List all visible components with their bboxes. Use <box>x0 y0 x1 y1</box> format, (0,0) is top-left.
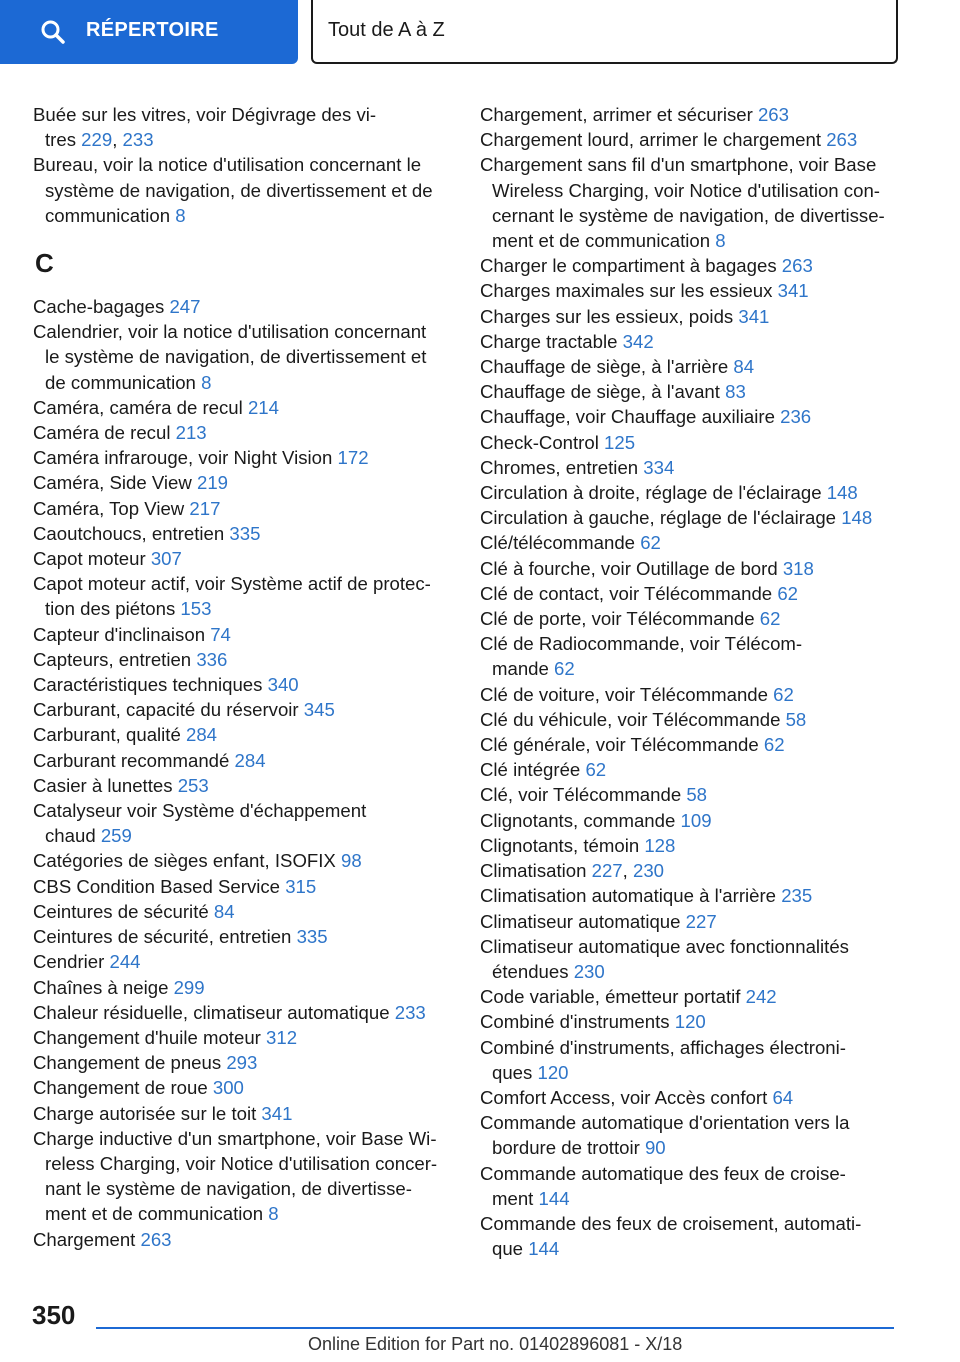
entry-text: Changement de roue <box>33 1077 213 1099</box>
index-entry <box>33 748 451 773</box>
entry-text: Code variable, émetteur portatif <box>480 986 746 1008</box>
entry-text: cernant le système de navigation, de divertisse‐ <box>492 204 885 226</box>
page-reference-link[interactable]: 335 <box>229 522 261 544</box>
index-entry <box>480 682 900 707</box>
page-reference-link[interactable]: 233 <box>394 1001 426 1023</box>
index-entry <box>33 899 451 924</box>
entry-text: ment et de communication <box>492 230 716 252</box>
page-reference-link[interactable]: 8 <box>268 1203 279 1225</box>
entry-text: Combiné d'instruments, affichages électroni‐ <box>480 1036 846 1058</box>
entry-text: Buée sur les vitres, voir Dégivrage des vi‐ <box>33 104 377 125</box>
index-entry <box>33 722 451 747</box>
page-reference-link[interactable]: 230 <box>632 860 665 882</box>
index-entry <box>33 470 451 495</box>
entry-text: mande <box>492 658 555 680</box>
index-entry <box>480 606 900 631</box>
page-reference-link[interactable]: 153 <box>180 598 212 620</box>
page-reference-link[interactable]: 62 <box>554 658 575 680</box>
entry-text: Catalyseur voir Système d'échappement <box>33 800 367 822</box>
index-entry <box>480 984 900 1009</box>
index-column-left <box>33 102 451 1252</box>
entry-text: Clé à fourche, voir Outillage de bord <box>480 557 783 579</box>
index-entry <box>33 496 451 521</box>
page-reference-link[interactable]: 336 <box>196 648 228 670</box>
entry-text: Clé de voiture, voir Télécommande <box>480 683 774 705</box>
page-reference-link[interactable]: 315 <box>285 875 317 897</box>
index-entry <box>33 546 451 571</box>
page-reference-link[interactable]: 8 <box>201 371 212 393</box>
index-entry <box>33 949 451 974</box>
index-entry <box>480 304 900 329</box>
page-reference-link[interactable]: 62 <box>585 759 607 781</box>
entry-text: que <box>492 1238 529 1260</box>
index-entry <box>480 883 900 908</box>
page-reference-link[interactable]: 213 <box>175 422 207 444</box>
page-reference-link[interactable]: 253 <box>177 774 209 796</box>
section-letter: C <box>35 248 54 279</box>
page-reference-link[interactable]: 263 <box>826 129 858 151</box>
page-reference-link[interactable]: 299 <box>173 976 205 998</box>
index-entry <box>33 647 451 672</box>
top-navigation <box>0 0 960 66</box>
index-entry <box>480 404 900 429</box>
entries-before-letter <box>33 102 451 228</box>
repertoire-button[interactable] <box>0 0 298 64</box>
entry-text: Capteurs, entretien <box>33 648 197 670</box>
entry-text: Catégories de sièges enfant, ISOFIX <box>33 850 341 872</box>
entry-text: Charger le compartiment à bagages <box>480 255 782 277</box>
index-column-right <box>480 102 900 1261</box>
page-reference-link[interactable]: 84 <box>213 900 235 922</box>
page-reference-link[interactable]: 125 <box>604 431 636 453</box>
index-entry <box>480 1110 900 1160</box>
index-entry <box>480 808 900 833</box>
entry-text: Changement de pneus <box>33 1052 227 1074</box>
entry-text: système de navigation, de divertissement et de <box>45 179 433 201</box>
index-entry <box>33 420 451 445</box>
entry-text: le système de navigation, de divertissement et <box>45 346 427 368</box>
page-reference-link[interactable]: 318 <box>782 557 814 579</box>
entry-text: Charges maximales sur les essieux <box>480 280 778 302</box>
entry-text: Caractéristiques techniques <box>33 674 268 696</box>
entry-text: CBS Condition Based Service <box>33 875 286 897</box>
entry-text: Circulation à droite, réglage de l'éclairage <box>480 482 827 504</box>
entry-text: Capot moteur actif, voir Système actif de protec‐ <box>33 573 431 595</box>
entry-text: ment et de communication <box>45 1203 269 1225</box>
entry-text: Commande des feux de croisement, automati‐ <box>480 1212 862 1234</box>
entry-text: Climatisation automatique à l'arrière <box>480 885 782 907</box>
page-reference-link[interactable]: 340 <box>267 674 299 696</box>
index-entry <box>480 329 900 354</box>
page-reference-link[interactable]: 148 <box>841 507 873 529</box>
index-entry <box>480 833 900 858</box>
entry-text: Cache-bagages <box>33 296 170 318</box>
page-reference-link[interactable]: 128 <box>644 834 676 856</box>
index-entry <box>33 1101 451 1126</box>
entry-text: Check-Control <box>480 431 605 453</box>
footer-divider <box>96 1327 894 1329</box>
entry-text: Casier à lunettes <box>33 774 178 796</box>
index-entry <box>33 445 451 470</box>
page-reference-link[interactable]: 263 <box>757 104 789 125</box>
entry-text: Clé de Radiocommande, voir Télécom‐ <box>480 633 803 655</box>
page-reference-link[interactable]: 8 <box>175 204 186 226</box>
index-entry <box>480 631 900 681</box>
page-reference-link[interactable]: 345 <box>303 699 335 721</box>
index-entry <box>480 782 900 807</box>
page-reference-link[interactable]: 90 <box>644 1137 666 1159</box>
entry-text: Clignotants, commande <box>480 809 681 831</box>
entry-text: Chargement sans fil d'un smartphone, voir Base <box>480 154 877 176</box>
index-entry <box>33 521 451 546</box>
index-entry <box>33 571 451 621</box>
entry-text: Calendrier, voir la notice d'utilisation concernant <box>33 321 427 343</box>
entry-text: Carburant, qualité <box>33 724 186 746</box>
entry-text: Clé, voir Télécommande <box>480 784 687 806</box>
index-entry <box>480 1211 900 1261</box>
index-entry <box>480 278 900 303</box>
page-reference-link[interactable]: 342 <box>622 330 654 352</box>
index-entry <box>33 924 451 949</box>
entry-text: Chaînes à neige <box>33 976 174 998</box>
index-entry <box>33 1050 451 1075</box>
page-reference-link[interactable]: 62 <box>640 532 661 554</box>
index-entry <box>480 127 900 152</box>
page-reference-link[interactable]: 172 <box>337 447 369 469</box>
entry-text: Wireless Charging, voir Notice d'utilisation con‐ <box>492 179 880 201</box>
entry-text: Comfort Access, voir Accès confort <box>480 1086 773 1108</box>
index-entry <box>33 1126 451 1227</box>
page-reference-link[interactable]: 58 <box>686 784 708 806</box>
page-reference-link[interactable]: 236 <box>780 406 812 428</box>
entry-text: Caméra, caméra de recul <box>33 396 248 418</box>
entry-text: Clé générale, voir Télécommande <box>480 734 764 756</box>
page-reference-link[interactable]: 335 <box>296 926 328 948</box>
entry-text: Caméra de recul <box>33 422 176 444</box>
entry-text: Capteur d'inclinaison <box>33 623 211 645</box>
index-entry <box>480 732 900 757</box>
index-entry <box>480 480 900 505</box>
index-entry <box>480 1035 900 1085</box>
entry-text: Commande automatique d'orientation vers la <box>480 1112 850 1134</box>
page-reference-link[interactable]: 214 <box>247 396 279 418</box>
page-reference-link[interactable]: 341 <box>261 1102 293 1124</box>
entry-text: Carburant recommandé <box>33 749 235 771</box>
entry-text: étendues <box>492 960 574 982</box>
index-entry <box>480 934 900 984</box>
index-entry <box>33 672 451 697</box>
entry-text: , <box>622 860 633 882</box>
page-reference-link[interactable]: 120 <box>674 1011 706 1033</box>
entry-text: Clé/télécommande <box>480 532 641 554</box>
page-reference-link[interactable]: 84 <box>733 356 755 378</box>
page-reference-link[interactable]: 259 <box>100 825 132 847</box>
page-reference-link[interactable]: 219 <box>196 472 229 494</box>
page-reference-link[interactable]: 62 <box>759 608 781 630</box>
page-reference-link[interactable]: 312 <box>266 1026 298 1048</box>
page-reference-link[interactable]: 227 <box>591 860 623 882</box>
page-reference-link[interactable]: 227 <box>685 910 717 932</box>
page-reference-link[interactable]: 62 <box>763 734 785 756</box>
page-reference-link[interactable]: 144 <box>538 1187 570 1209</box>
entry-text: Caméra infrarouge, voir Night Vision <box>33 447 338 469</box>
page-reference-link[interactable]: 58 <box>785 708 807 730</box>
entry-text: Circulation à gauche, réglage de l'éclairage <box>480 507 842 529</box>
page-reference-link[interactable]: 233 <box>122 129 154 151</box>
entry-text: chaud <box>45 825 101 847</box>
entry-text: bordure de trottoir <box>492 1137 645 1159</box>
index-entry <box>33 975 451 1000</box>
index-entry <box>480 757 900 782</box>
entry-text: Chargement lourd, arrimer le chargement <box>480 129 827 151</box>
entry-text: Chromes, entretien <box>480 456 644 478</box>
entry-text: Combiné d'instruments <box>480 1011 675 1033</box>
index-entry <box>480 1085 900 1110</box>
entry-text: Clé intégrée <box>480 759 586 781</box>
page-reference-link[interactable]: 341 <box>777 280 809 302</box>
entries-right <box>480 102 900 1261</box>
page-reference-link[interactable]: 109 <box>680 809 712 831</box>
page-reference-link[interactable]: 235 <box>781 885 813 907</box>
index-entry <box>33 697 451 722</box>
index-entry <box>480 455 900 480</box>
entry-text: Chaleur résiduelle, climatiseur automatique <box>33 1001 395 1023</box>
index-entry <box>33 152 451 228</box>
entry-text: Capot moteur <box>33 548 151 570</box>
index-entry <box>33 848 451 873</box>
repertoire-label: RÉPERTOIRE <box>86 19 219 41</box>
entry-text: Chargement, arrimer et sécuriser <box>480 104 758 125</box>
index-entry <box>33 798 451 848</box>
entry-text: de communication <box>45 371 202 393</box>
entry-text: Charges sur les essieux, poids <box>480 305 739 327</box>
entry-text: Clé de contact, voir Télécommande <box>480 582 778 604</box>
entry-text: ques <box>492 1061 538 1083</box>
entry-text: Ceintures de sécurité, entretien <box>33 926 297 948</box>
entry-text: Climatiseur automatique avec fonctionnalités <box>480 935 849 957</box>
entry-text: Changement d'huile moteur <box>33 1026 267 1048</box>
page-reference-link[interactable]: 98 <box>341 850 362 872</box>
page-reference-link[interactable]: 74 <box>210 623 231 645</box>
page-reference-link[interactable]: 247 <box>169 296 201 318</box>
index-entry <box>480 707 900 732</box>
page-reference-link[interactable]: 300 <box>212 1077 244 1099</box>
entry-text: tion des piétons <box>45 598 181 620</box>
page-reference-link[interactable]: 284 <box>234 749 266 771</box>
entry-text: Chauffage de siège, à l'arrière <box>480 356 734 378</box>
index-entry <box>33 1000 451 1025</box>
tab-a-to-z[interactable] <box>311 0 898 64</box>
entries-after-letter <box>33 294 451 1252</box>
index-entry <box>480 430 900 455</box>
page-reference-link[interactable]: 64 <box>772 1086 794 1108</box>
entry-text: ment <box>492 1187 539 1209</box>
entry-text: Commande automatique des feux de croise‐ <box>480 1162 846 1184</box>
page-reference-link[interactable]: 334 <box>643 456 675 478</box>
entry-text: Bureau, voir la notice d'utilisation concernant le <box>33 154 422 176</box>
entry-text: communication <box>45 204 176 226</box>
entry-text: Carburant, capacité du réservoir <box>33 699 304 721</box>
search-icon <box>40 19 66 45</box>
index-entry <box>480 152 900 253</box>
page-reference-link[interactable]: 120 <box>537 1061 569 1083</box>
index-entry <box>33 1075 451 1100</box>
page-reference-link[interactable]: 341 <box>738 305 770 327</box>
page-reference-link[interactable]: 230 <box>573 960 605 982</box>
entry-text: , <box>112 129 123 151</box>
entry-text: Clignotants, témoin <box>480 834 645 856</box>
index-entry <box>480 909 900 934</box>
page-reference-link[interactable]: 229 <box>81 129 113 151</box>
index-entry <box>480 354 900 379</box>
index-entry <box>480 556 900 581</box>
page-reference-link[interactable]: 263 <box>781 255 813 277</box>
entry-text: Chauffage de siège, à l'avant <box>480 381 726 403</box>
index-entry <box>480 1009 900 1034</box>
index-entry <box>33 874 451 899</box>
entry-text: reless Charging, voir Notice d'utilisation concer‐ <box>45 1152 438 1174</box>
footer-edition-text: Online Edition for Part no. 01402896081 - X/18 <box>308 1334 683 1354</box>
entry-text: Clé de porte, voir Télécommande <box>480 608 760 630</box>
index-entry <box>480 379 900 404</box>
entry-text: Cendrier <box>33 951 110 973</box>
entry-text: Caméra, Top View <box>33 497 190 519</box>
entry-text: Charge inductive d'un smartphone, voir Base Wi‐ <box>33 1127 437 1149</box>
page-reference-link[interactable]: 284 <box>185 724 218 746</box>
entry-text: Clé du véhicule, voir Télécommande <box>480 708 786 730</box>
entry-text: Chauffage, voir Chauffage auxiliaire <box>480 406 781 428</box>
page-reference-link[interactable]: 244 <box>109 951 141 973</box>
page-number: 350 <box>32 1300 76 1330</box>
entry-text: Charge tractable <box>480 330 623 352</box>
index-entry <box>480 858 900 883</box>
index-entry <box>33 773 451 798</box>
index-entry <box>480 253 900 278</box>
page-reference-link[interactable]: 8 <box>715 230 726 252</box>
page-reference-link[interactable]: 263 <box>140 1228 172 1250</box>
index-entry <box>480 1161 900 1211</box>
entry-text: Chargement <box>33 1228 141 1250</box>
entry-text: Charge autorisée sur le toit <box>33 1102 262 1124</box>
entry-text: nant le système de navigation, de divertisse‐ <box>45 1178 412 1200</box>
index-entry <box>33 395 451 420</box>
tab-a-to-z-label: Tout de A à Z <box>328 19 445 41</box>
index-entry <box>480 102 900 127</box>
page-reference-link[interactable]: 62 <box>777 582 798 604</box>
entry-text: tres <box>45 129 82 151</box>
entry-text: Climatiseur automatique <box>480 910 686 932</box>
page-reference-link[interactable]: 307 <box>150 548 182 570</box>
entry-text: Caoutchoucs, entretien <box>33 522 230 544</box>
page-reference-link[interactable]: 217 <box>189 497 221 519</box>
entry-text: Climatisation <box>480 860 592 882</box>
index-entry <box>480 505 900 530</box>
entry-text: Ceintures de sécurité <box>33 900 214 922</box>
index-entry <box>480 581 900 606</box>
page-reference-link[interactable]: 293 <box>226 1052 258 1074</box>
entry-text: Caméra, Side View <box>33 472 197 494</box>
index-entry <box>33 1025 451 1050</box>
page-reference-link[interactable]: 144 <box>528 1238 560 1260</box>
index-entry <box>33 1227 451 1252</box>
index-entry <box>33 294 451 319</box>
page-reference-link[interactable]: 83 <box>725 381 746 403</box>
index-entry <box>33 319 451 395</box>
page-reference-link[interactable]: 62 <box>773 683 794 705</box>
index-entry <box>33 102 451 152</box>
index-entry <box>33 622 451 647</box>
index-entry <box>480 530 900 555</box>
page-reference-link[interactable]: 148 <box>826 482 858 504</box>
page-reference-link[interactable]: 242 <box>745 986 777 1008</box>
